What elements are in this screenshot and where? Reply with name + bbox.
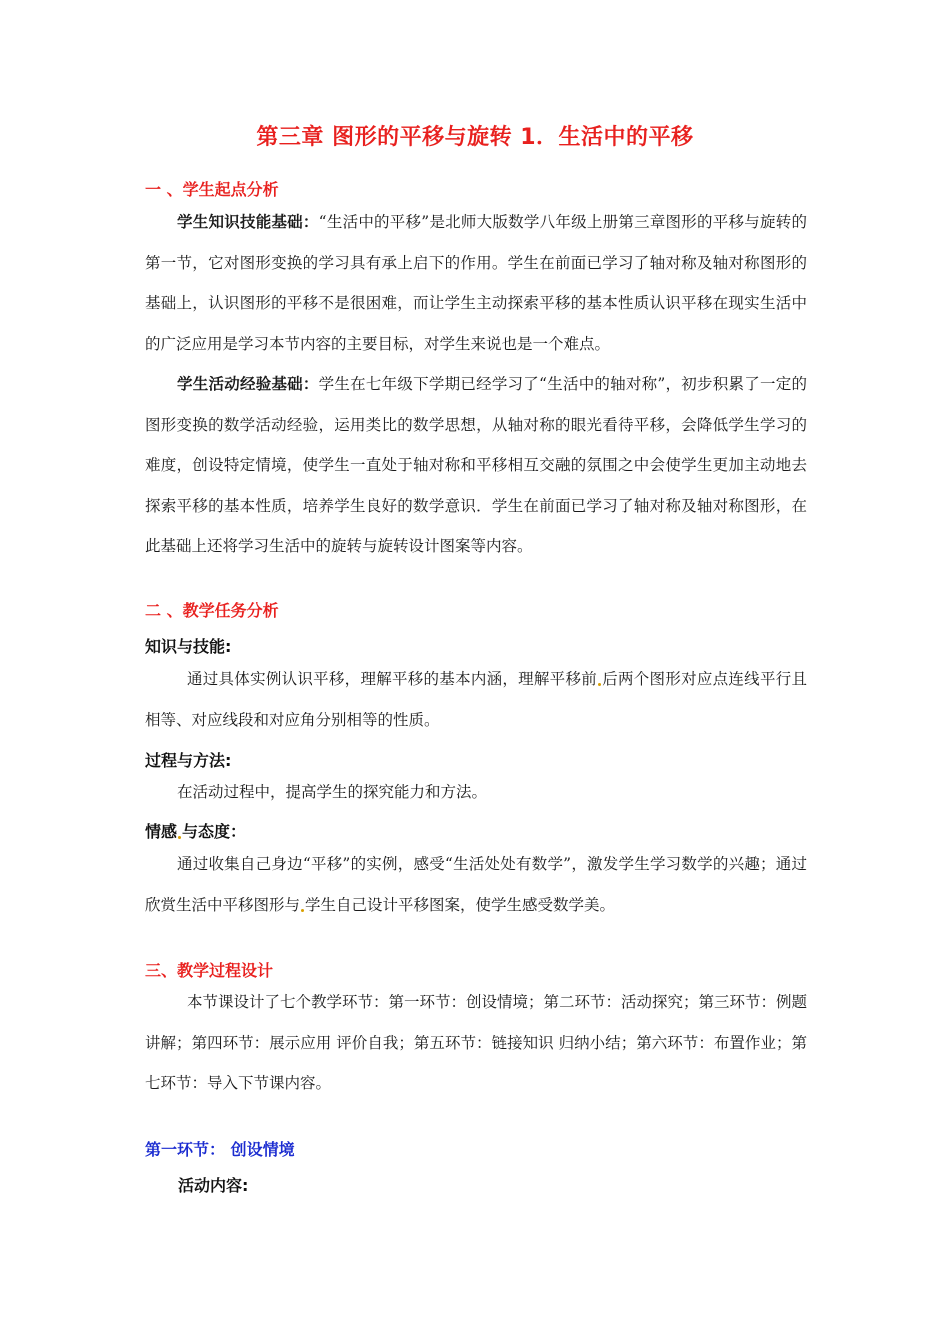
paragraph-text: “生活中的平移”是北师大版数学八年级上册第三章图形的平移与旋转的第一节，它对图形变换的学习具有承上启下的作用。学生在前面已学习了轴对称及轴对称图形的基础上，认识图形的平移不是很困难，而让学生主动探索平移的基本性质认识平移在现实生活中的广泛应用是学习本节内容的主要目标，对学生来说也是一个难点。 xyxy=(145,213,807,353)
heading-part: 与态度： xyxy=(182,822,247,841)
section3-heading: 三、教学过程设计 xyxy=(145,961,274,980)
activity-label: 活动内容: xyxy=(178,1176,249,1195)
paragraph-text: 学生在七年级下学期已经学习了“生活中的轴对称”，初步积累了一定的图形变换的数学活动经验，运用类比的数学思想，从轴对称的眼光看待平移，会降低学生学习的难度，创设特定情境，使学生一直处于轴对称和平移相互交融的氛围之中会使学生更加主动地去探索平移的基本性质，培养学生良好的数学意识．学生在前面已学习了轴对称及轴对称图形，在此基础上还将学习生活中的旋转与旋转设计图案等内容。 xyxy=(145,375,807,555)
anchor-mark xyxy=(598,683,601,686)
paragraph-lead: 学生活动经验基础： xyxy=(177,375,319,393)
emotion-heading xyxy=(145,819,246,842)
paragraph-text: 学生自己设计平移图案，使学生感受数学美。 xyxy=(305,895,616,914)
anchor-mark xyxy=(301,909,304,912)
page-title: 第三章 图形的平移与旋转 1．生活中的平移 xyxy=(256,125,694,150)
section1-heading: 一 、学生起点分析 xyxy=(145,180,279,199)
step1-heading: 第一环节： 创设情境 xyxy=(145,1140,295,1159)
paragraph-text: 后两个图形对应点连线平行且相等、对应线段和对应角分别相等的性质。 xyxy=(145,670,807,729)
process-paragraph: 在活动过程中，提高学生的探究能力和方法。 xyxy=(177,783,488,801)
knowledge-paragraph xyxy=(145,659,807,740)
heading-part: 情感 xyxy=(145,822,178,841)
section3-paragraph: 本节课设计了七个教学环节：第一环节：创设情境；第二环节：活动探究；第三环节：例题讲解；第四环节：展示应用 评价自我；第五环节：链接知识 归纳小结；第六环节：布置作业；第七环节：导入下节课内容。 xyxy=(145,993,808,1092)
paragraph-lead: 学生知识技能基础： xyxy=(177,213,319,231)
paragraph-text: 通过收集自己身边“平移”的实例，感受“生活处处有数学”，激发学生学习数学的兴趣；通过欣赏生活中平移图形与 xyxy=(145,855,807,914)
anchor-mark xyxy=(178,836,181,839)
knowledge-heading: 知识与技能: xyxy=(145,637,232,656)
section1-paragraph-2 xyxy=(145,364,807,567)
section1-paragraph-1 xyxy=(145,202,807,364)
paragraph-text: 通过具体实例认识平移，理解平移的基本内涵，理解平移前 xyxy=(187,670,597,688)
emotion-paragraph xyxy=(145,844,807,925)
section2-heading: 二 、教学任务分析 xyxy=(145,601,279,620)
process-heading: 过程与方法: xyxy=(145,751,232,770)
